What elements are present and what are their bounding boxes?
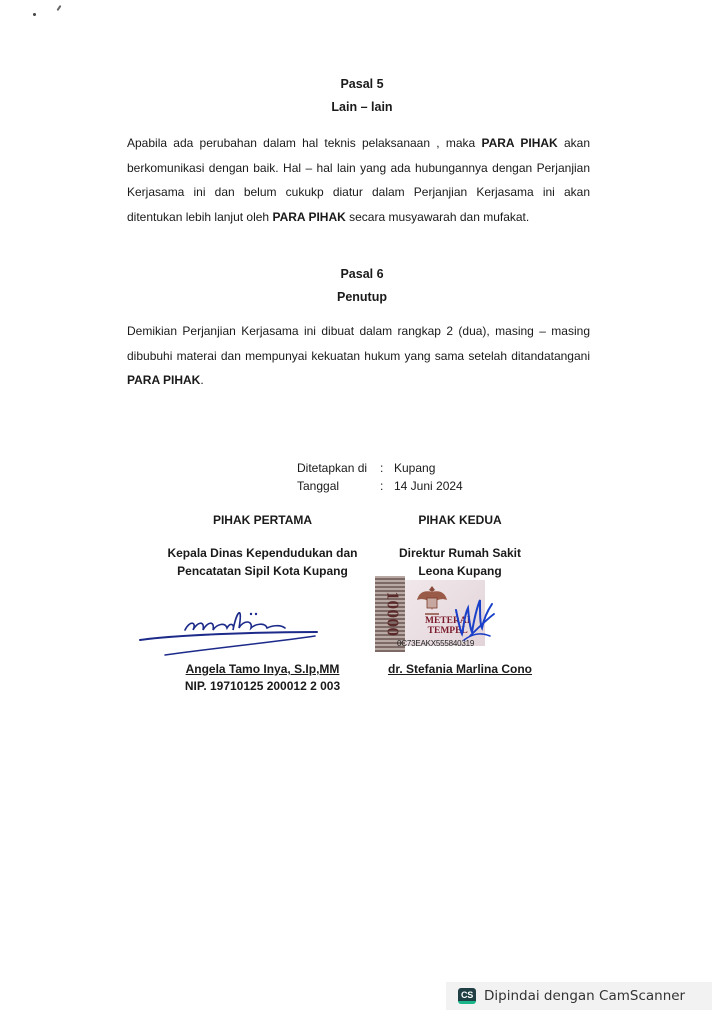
place-label: Ditetapkan di — [297, 461, 368, 475]
camscanner-watermark — [446, 982, 712, 1010]
place-separator: : — [380, 461, 384, 475]
party2-name: dr. Stefania Marlina Cono — [387, 662, 533, 676]
party2-position-line2: Leona Kupang — [418, 564, 502, 578]
date-label: Tanggal — [297, 479, 340, 493]
party1-position-line2: Pencatatan Sipil Kota Kupang — [177, 564, 348, 578]
date-separator: : — [380, 479, 384, 493]
garuda-emblem-icon — [415, 582, 449, 618]
section6-paragraph — [127, 319, 590, 393]
party2-signature — [450, 590, 500, 646]
meterai-serial: 0C73EAKX555840319 — [397, 639, 475, 648]
party1-signer — [130, 660, 395, 694]
camscanner-text: Dipindai dengan CamScanner — [484, 988, 686, 1004]
text-run: akan berkomunikasi dengan baik. Hal – hal lain yang ada hubungannya dengan Perjanjian Kerjasama ini dan belum cukukp diatur dalam Perjanjian Kerjasama ini akan ditentukan lebih lanjut oleh — [127, 136, 591, 224]
party1-block — [130, 511, 395, 581]
section5-paragraph — [127, 131, 590, 229]
text-run: Apabila ada perubahan dalam hal teknis pelaksanaan , maka — [127, 136, 482, 150]
camscanner-logo-icon: CS — [458, 988, 476, 1004]
text-run: Demikian Perjanjian Kerjasama ini dibuat dalam rangkap 2 (dua), masing – masing dibubuhi materai dan mempunyai kekuatan hukum yang sama setelah ditandatangani — [127, 324, 590, 363]
section5-number: Pasal 5 — [340, 77, 384, 91]
party1-name: Angela Tamo Inya, S.Ip,MM — [185, 662, 340, 676]
party2-position-line1: Direktur Rumah Sakit — [398, 545, 522, 560]
meterai-label-line2: TEMPEL — [427, 626, 468, 636]
text-run: secara musyawarah dan mufakat. — [345, 209, 530, 224]
text-run: . — [200, 373, 204, 387]
party2-heading: PIHAK KEDUA — [418, 513, 502, 527]
party2-block — [360, 511, 560, 581]
scan-speck — [56, 5, 61, 11]
section6-text — [127, 319, 590, 393]
place-value: Kupang — [394, 461, 436, 475]
emphasized-text: PARA PIHAK — [481, 136, 558, 150]
party1-heading: PIHAK PERTAMA — [212, 513, 313, 527]
party2-signer — [360, 660, 560, 679]
party1-signature — [135, 600, 335, 660]
emphasized-text: PARA PIHAK — [127, 373, 201, 387]
section6-number: Pasal 6 — [340, 267, 384, 281]
date-value: 14 Juni 2024 — [394, 479, 463, 493]
meterai-label-line1: METERAI — [425, 616, 471, 626]
meterai-value: 10000 — [383, 591, 402, 637]
party1-nip: NIP. 19710125 200012 2 003 — [184, 678, 341, 693]
party1-position-line1: Kepala Dinas Kependudukan dan — [167, 545, 358, 560]
emphasized-text: PARA PIHAK — [272, 209, 346, 224]
scan-speck — [33, 13, 36, 16]
section5-title: Lain – lain — [331, 100, 393, 114]
section6-title: Penutup — [337, 290, 387, 304]
section5-text — [127, 131, 590, 229]
